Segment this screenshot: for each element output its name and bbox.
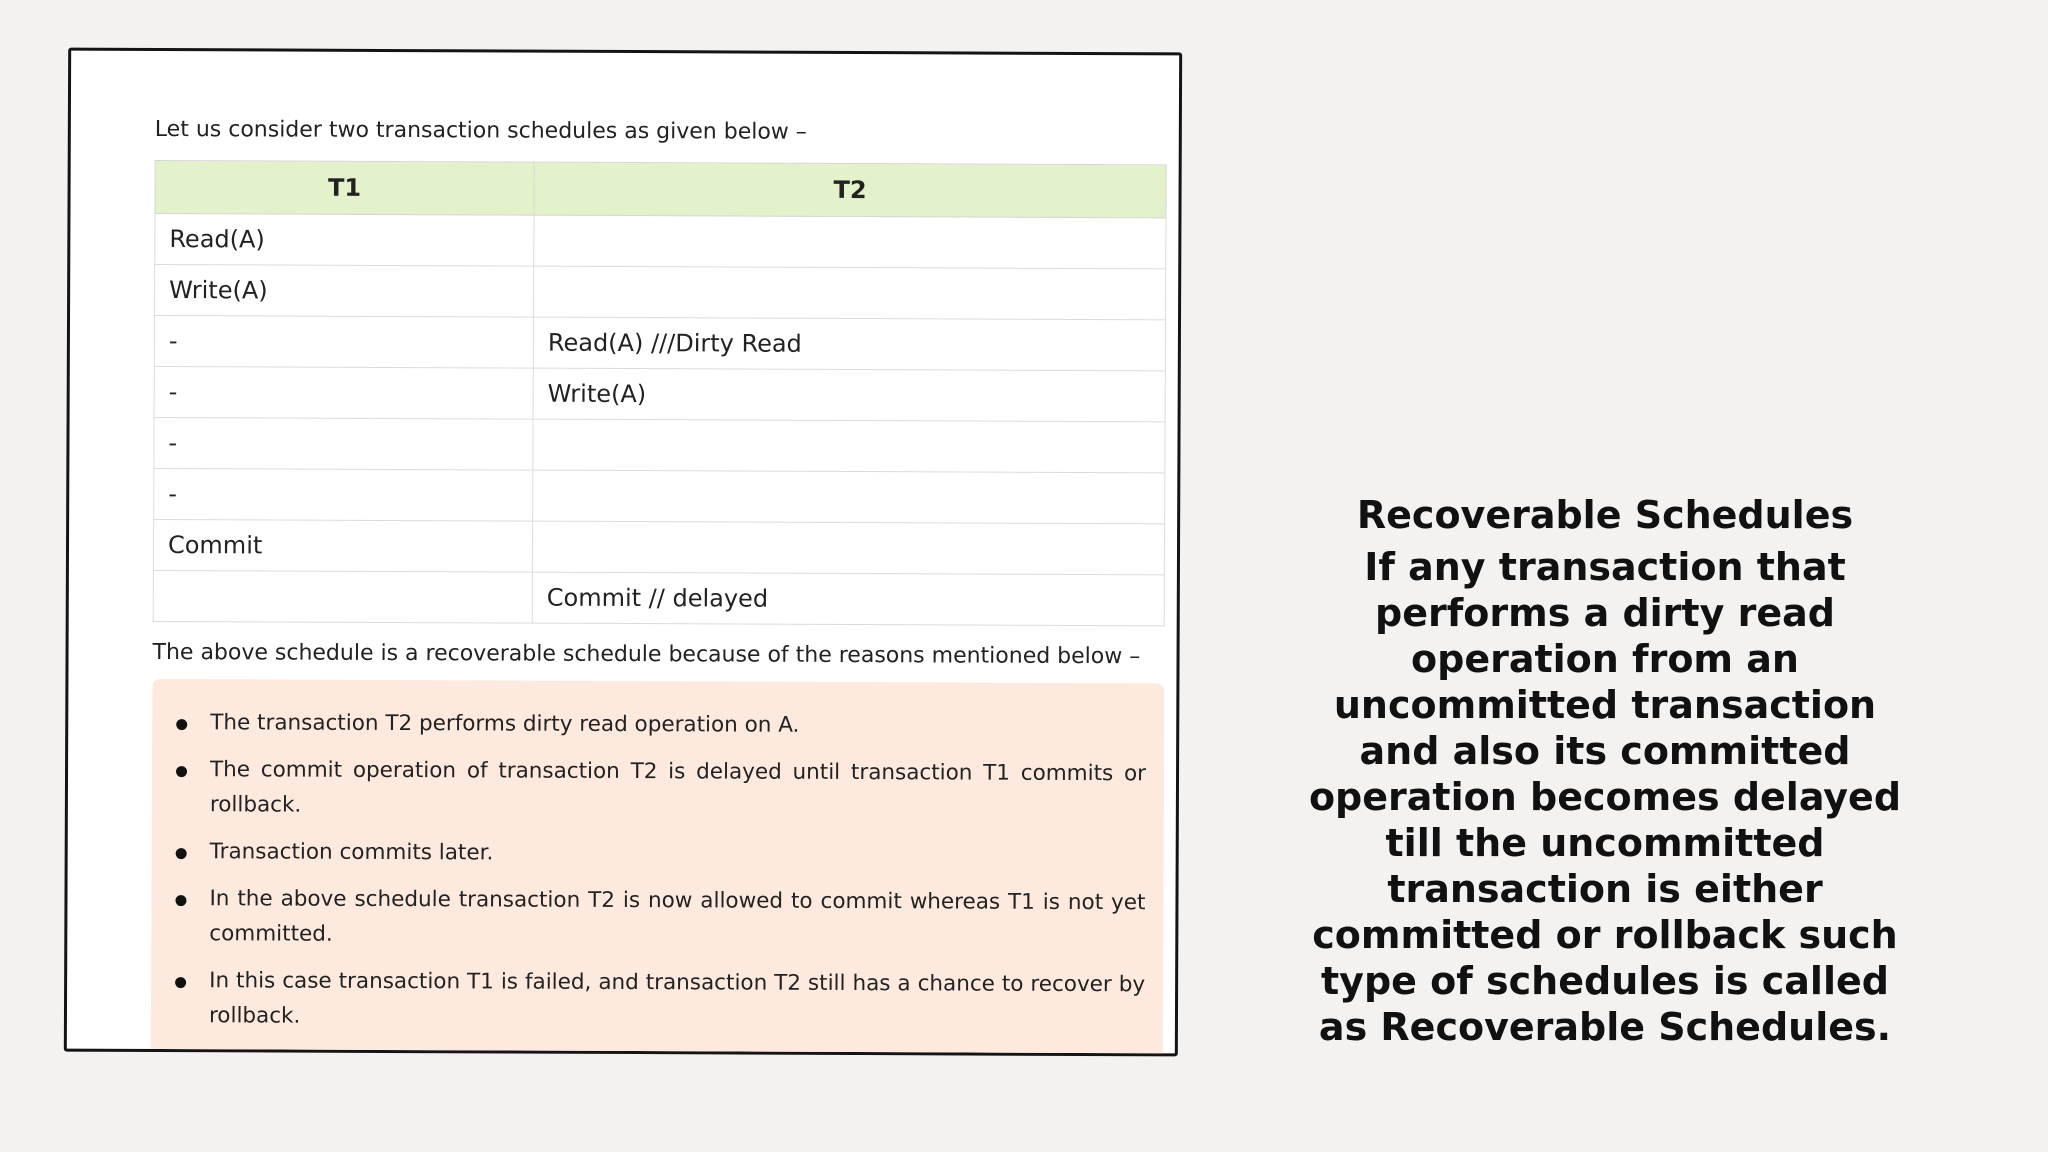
- bullet-icon: [175, 977, 186, 988]
- cell-t2: Commit // delayed: [532, 572, 1164, 626]
- bullet-icon: [176, 719, 187, 730]
- explanation-text: The above schedule is a recoverable schedule because of the reasons mentioned below –: [152, 639, 1141, 670]
- list-item: [209, 963, 1145, 1037]
- intro-text: Let us consider two transaction schedules as given below –: [154, 116, 807, 145]
- reason-text: The commit operation of transaction T2 is delayed until transaction T1 commits or rollback.: [209, 757, 1147, 818]
- table-row: [154, 366, 1165, 421]
- cell-t1: [153, 570, 532, 623]
- list-item: [210, 752, 1146, 826]
- table-row: [154, 468, 1165, 523]
- cell-t1: -: [154, 315, 533, 368]
- cell-t2: [534, 215, 1166, 269]
- document-content: [151, 117, 1171, 1056]
- table-row: [155, 213, 1166, 268]
- table-row: [155, 264, 1166, 319]
- reason-text: In this case transaction T1 is failed, and transaction T2 still has a chance to recover by rollback.: [208, 968, 1146, 1029]
- cell-t2: Write(A): [533, 368, 1165, 422]
- cell-t1: Commit: [153, 519, 532, 572]
- list-item: [210, 834, 1146, 873]
- list-item: [209, 881, 1145, 955]
- definition-title: Recoverable Schedules: [1356, 493, 1854, 537]
- reasons-list: [209, 705, 1146, 1037]
- cell-t1: Write(A): [155, 264, 534, 317]
- reason-text: The transaction T2 performs dirty read operation on A.: [210, 710, 800, 738]
- table-row: [153, 570, 1164, 625]
- cell-t2: [534, 266, 1166, 320]
- cell-t1: -: [154, 468, 533, 521]
- cell-t1: Read(A): [155, 213, 534, 266]
- definition-panel: [1300, 486, 1910, 1050]
- cell-t2: [533, 419, 1165, 473]
- header-t2: T2: [534, 162, 1166, 218]
- document-card: [64, 48, 1182, 1057]
- cell-t2: [532, 521, 1164, 575]
- bullet-icon: [175, 895, 186, 906]
- cell-t2: [533, 470, 1165, 524]
- reasons-box: [151, 679, 1165, 1056]
- table-row: [153, 519, 1164, 574]
- reason-text: In the above schedule transaction T2 is now allowed to commit whereas T1 is not yet committed.: [209, 886, 1146, 947]
- bullet-icon: [176, 848, 187, 859]
- cell-t1: -: [154, 366, 533, 419]
- table-row: [154, 315, 1165, 370]
- schedule-table: [153, 160, 1167, 626]
- list-item: [210, 705, 1146, 744]
- cell-t2: Read(A) ///Dirty Read: [533, 317, 1165, 371]
- definition-text: If any transaction that performs a dirty read operation from an uncommitted transaction and also its committed operation becomes delayed till the uncommitted transaction is either committed or rollback such type of schedules is called as Recoverable Schedules.: [1308, 545, 1902, 1049]
- bullet-icon: [176, 766, 187, 777]
- reason-text: Transaction commits later.: [209, 839, 494, 866]
- table-row: [154, 417, 1165, 472]
- cell-t1: -: [154, 417, 533, 470]
- table-header-row: [155, 160, 1166, 217]
- header-t1: T1: [155, 160, 534, 215]
